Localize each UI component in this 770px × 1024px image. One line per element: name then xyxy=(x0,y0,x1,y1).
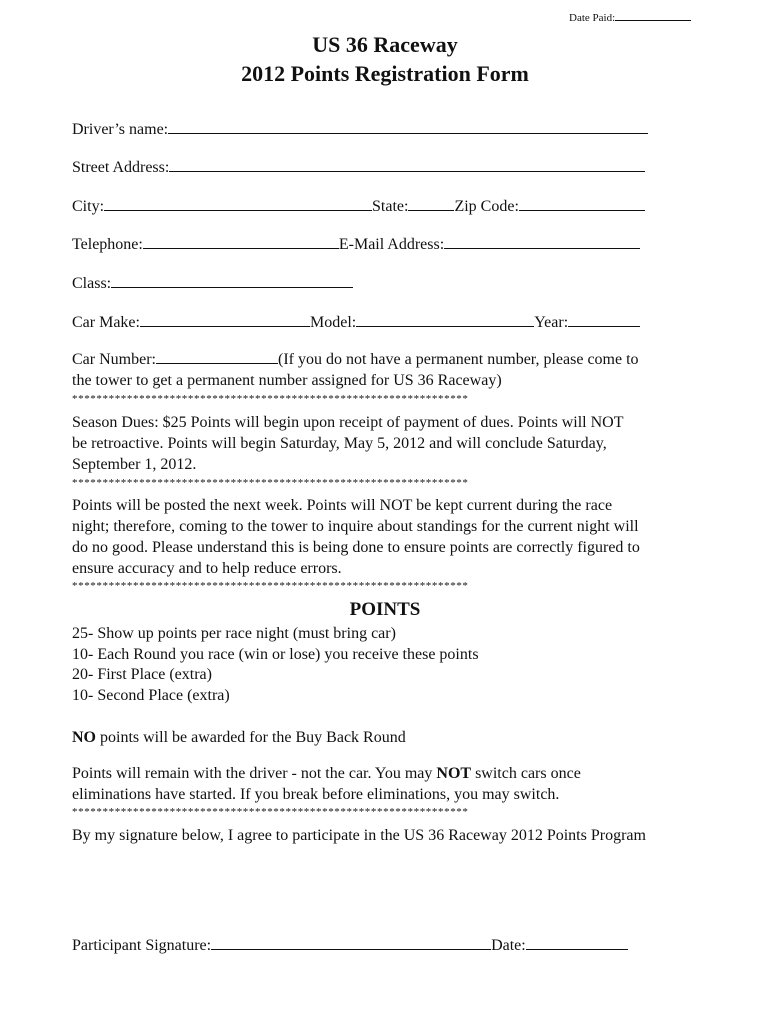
season-dues-line-3: September 1, 2012. xyxy=(72,456,197,473)
driver-rule-part-1: Points will remain with the driver - not the car. You may xyxy=(72,765,437,782)
car-make-row xyxy=(72,311,640,334)
model-blank[interactable] xyxy=(356,311,534,327)
driver-rule-bold: NOT xyxy=(436,765,472,782)
zip-label: Zip Code: xyxy=(454,198,519,215)
points-item-4: 10- Second Place (extra) xyxy=(72,687,230,704)
signature-blank[interactable] xyxy=(211,934,491,950)
date-paid-blank[interactable] xyxy=(615,10,691,21)
city-state-zip-row xyxy=(72,195,645,218)
car-number-row xyxy=(72,349,639,371)
state-label: State: xyxy=(372,198,409,215)
season-dues-line-1: Season Dues: $25 Points will begin upon receipt of payment of dues. Points will NOT xyxy=(72,414,624,431)
street-address-row xyxy=(72,156,645,179)
posting-line-2: night; therefore, coming to the tower to inquire about standings for the current night will xyxy=(72,518,639,535)
car-number-note-line-2: the tower to get a permanent number assigned for US 36 Raceway) xyxy=(72,372,502,389)
telephone-label: Telephone: xyxy=(72,236,143,253)
points-item-2: 10- Each Round you race (win or lose) you receive these points xyxy=(72,646,479,663)
year-blank[interactable] xyxy=(568,311,640,327)
zip-blank[interactable] xyxy=(519,195,645,211)
posting-line-1: Points will be posted the next week. Points will NOT be kept current during the race xyxy=(72,497,613,514)
class-label: Class: xyxy=(72,275,112,292)
title-line-2: 2012 Points Registration Form xyxy=(241,61,529,86)
city-label: City: xyxy=(72,198,105,215)
separator-3: ***************************************************************** xyxy=(72,580,469,592)
driver-rule-part-2: switch cars once xyxy=(471,765,581,782)
season-dues-line-2: be retroactive. Points will begin Saturday, May 5, 2012 and will conclude Saturday, xyxy=(72,435,607,452)
drivers-name-row xyxy=(72,118,648,141)
signature-row xyxy=(72,934,628,957)
car-number-blank[interactable] xyxy=(156,349,278,364)
model-label: Model: xyxy=(309,314,357,331)
street-address-label: Street Address: xyxy=(72,159,170,176)
separator-4: ***************************************************************** xyxy=(72,806,469,818)
signature-date-label: Date: xyxy=(491,937,526,954)
telephone-email-row xyxy=(72,233,640,256)
points-item-1: 25- Show up points per race night (must bring car) xyxy=(72,625,396,642)
signature-label: Participant Signature: xyxy=(72,937,212,954)
separator-2: ***************************************************************** xyxy=(72,477,469,489)
street-address-blank[interactable] xyxy=(169,156,645,172)
telephone-blank[interactable] xyxy=(143,233,339,249)
buyback-note-bold: NO xyxy=(72,729,96,746)
posting-line-3: do no good. Please understand this is being done to ensure points are correctly figured to xyxy=(72,539,640,556)
class-row xyxy=(72,272,353,295)
state-blank[interactable] xyxy=(408,195,454,211)
separator-1: ***************************************************************** xyxy=(72,393,469,405)
driver-rule-line-2: eliminations have started. If you break before eliminations, you may switch. xyxy=(72,786,560,803)
city-blank[interactable] xyxy=(104,195,372,211)
car-number-label: Car Number: xyxy=(72,351,156,368)
agreement-text: By my signature below, I agree to participate in the US 36 Raceway 2012 Points Program xyxy=(72,827,646,844)
buyback-note xyxy=(72,727,406,748)
points-heading: POINTS xyxy=(349,599,421,620)
drivers-name-label: Driver’s name: xyxy=(72,121,169,138)
email-label: E-Mail Address: xyxy=(338,236,445,253)
class-blank[interactable] xyxy=(111,272,353,288)
driver-rule-line-1 xyxy=(72,763,581,784)
title-line-1: US 36 Raceway xyxy=(312,32,458,57)
car-make-label: Car Make: xyxy=(72,314,140,331)
email-blank[interactable] xyxy=(444,233,640,249)
drivers-name-blank[interactable] xyxy=(168,118,648,134)
posting-line-4: ensure accuracy and to help reduce errors. xyxy=(72,560,342,577)
buyback-note-rest: points will be awarded for the Buy Back Round xyxy=(96,729,406,746)
points-item-3: 20- First Place (extra) xyxy=(72,666,212,683)
car-number-note: (If you do not have a permanent number, please come to xyxy=(277,351,639,368)
year-label: Year: xyxy=(534,314,569,331)
date-paid-label: Date Paid: xyxy=(569,12,616,24)
date-paid-field xyxy=(569,10,691,24)
car-make-blank[interactable] xyxy=(140,311,310,327)
signature-date-blank[interactable] xyxy=(526,934,628,950)
